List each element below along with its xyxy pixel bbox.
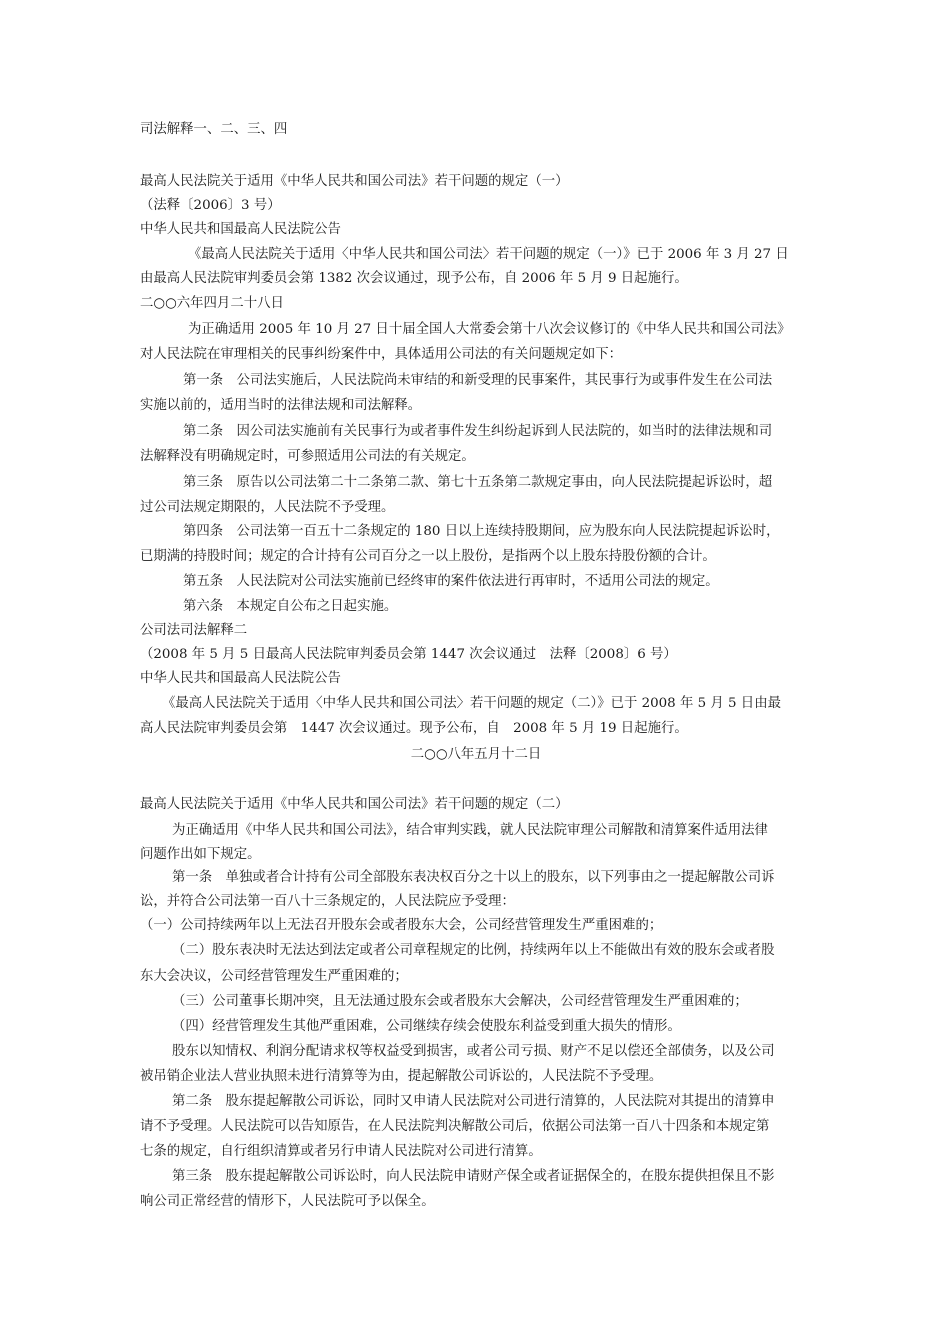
section-heading-2: 公司法司法解释二: [140, 623, 248, 638]
article-line: 第五条 人民法院对公司法实施前已经终审的案件依法进行再审时，不适用公司法的规定。: [183, 574, 719, 589]
date-line-2: 二○○八年五月十二日: [410, 747, 542, 762]
article-line: 实施以前的，适用当时的法律法规和司法解释。: [140, 398, 422, 413]
announcement-heading-2: 中华人民共和国最高人民法院公告: [140, 671, 341, 686]
article-line: 第六条 本规定自公布之日起实施。: [183, 599, 398, 614]
regulation-title-1: 最高人民法院关于适用《中华人民共和国公司法》若干问题的规定（一）: [140, 174, 569, 189]
list-item: （四）经营管理发生其他严重困难，公司继续存续会使股东利益受到重大损失的情形。: [172, 1019, 681, 1034]
paragraph-line: 问题作出如下规定。: [140, 847, 261, 862]
regulation-title-2: 最高人民法院关于适用《中华人民共和国公司法》若干问题的规定（二）: [140, 797, 569, 812]
article-line: 第三条 股东提起解散公司诉讼时，向人民法院申请财产保全或者证据保全的，在股东提供担保且不影: [172, 1169, 775, 1184]
article-line: 第二条 因公司法实施前有关民事行为或者事件发生纠纷起诉到人民法院的，如当时的法律法规和司: [183, 424, 773, 439]
paragraph-line: 股东以知情权、利润分配请求权等权益受到损害，或者公司亏损、财产不足以偿还全部债务，以及公司: [172, 1044, 775, 1059]
article-line: 讼，并符合公司法第一百八十三条规定的，人民法院应予受理：: [140, 894, 515, 909]
list-item: （二）股东表决时无法达到法定或者公司章程规定的比例，持续两年以上不能做出有效的股东会或者股: [172, 943, 775, 958]
article-line: 第二条 股东提起解散公司诉讼，同时又申请人民法院对公司进行清算的，人民法院对其提出的清算申: [172, 1094, 775, 1109]
paragraph-line: 对人民法院在审理相关的民事纠纷案件中，具体适用公司法的有关问题规定如下：: [140, 347, 623, 362]
article-line: 响公司正常经营的情形下，人民法院可予以保全。: [140, 1194, 435, 1209]
document-number-1: （法释〔2006〕3 号）: [140, 198, 281, 213]
date-line-1: 二○○六年四月二十八日: [140, 296, 284, 311]
list-item: （一）公司持续两年以上无法召开股东会或者股东大会，公司经营管理发生严重困难的；: [140, 918, 663, 933]
article-line: 请不予受理。人民法院可以告知原告，在人民法院判决解散公司后，依据公司法第一百八十四条和本规定第: [140, 1119, 770, 1134]
article-line: 第三条 原告以公司法第二十二条第二款、第七十五条第二款规定事由，向人民法院提起诉讼时，超: [183, 475, 773, 490]
article-line: 七条的规定，自行组织清算或者另行申请人民法院对公司进行清算。: [140, 1144, 542, 1159]
document-number-2: （2008 年 5 月 5 日最高人民法院审判委员会第 1447 次会议通过 法释〔2008〕6 号）: [140, 647, 677, 662]
paragraph-line: 被吊销企业法人营业执照未进行清算等为由，提起解散公司诉讼的，人民法院不予受理。: [140, 1069, 663, 1084]
document-heading: 司法解释一、二、三、四: [140, 122, 288, 137]
paragraph-line: 《最高人民法院关于适用〈中华人民共和国公司法〉若干问题的规定（二）》已于 2008 年 5 月 5 日由最: [162, 696, 781, 711]
paragraph-line: 由最高人民法院审判委员会第 1382 次会议通过，现予公布，自 2006 年 5 月 9 日起施行。: [140, 271, 688, 286]
announcement-heading-1: 中华人民共和国最高人民法院公告: [140, 222, 341, 237]
article-line: 第四条 公司法第一百五十二条规定的 180 日以上连续持股期间，应为股东向人民法院提起诉讼时，: [183, 524, 780, 539]
list-item: 东大会决议，公司经营管理发生严重困难的；: [140, 969, 408, 984]
paragraph-line: 高人民法院审判委员会第 1447 次会议通过。现予公布，自 2008 年 5 月 19 日起施行。: [140, 721, 688, 736]
list-item: （三）公司董事长期冲突，且无法通过股东会或者股东大会解决，公司经营管理发生严重困难的；: [172, 994, 748, 1009]
paragraph-line: 为正确适用 2005 年 10 月 27 日十届全国人大常委会第十八次会议修订的《中华人民共和国公司法》: [188, 322, 791, 337]
paragraph-line: 《最高人民法院关于适用〈中华人民共和国公司法〉若干问题的规定（一）》已于 2006 年 3 月 27 日: [188, 247, 789, 262]
article-line: 第一条 单独或者合计持有公司全部股东表决权百分之十以上的股东，以下列事由之一提起解散公司诉: [172, 870, 775, 885]
article-line: 已期满的持股时间；规定的合计持有公司百分之一以上股份，是指两个以上股东持股份额的合计。: [140, 549, 716, 564]
article-line: 过公司法规定期限的，人民法院不予受理。: [140, 500, 395, 515]
article-line: 法解释没有明确规定时，可参照适用公司法的有关规定。: [140, 449, 475, 464]
article-line: 第一条 公司法实施后，人民法院尚未审结的和新受理的民事案件，其民事行为或事件发生在公司法: [183, 373, 773, 388]
paragraph-line: 为正确适用《中华人民共和国公司法》，结合审判实践，就人民法院审理公司解散和清算案件适用法律: [172, 823, 768, 838]
